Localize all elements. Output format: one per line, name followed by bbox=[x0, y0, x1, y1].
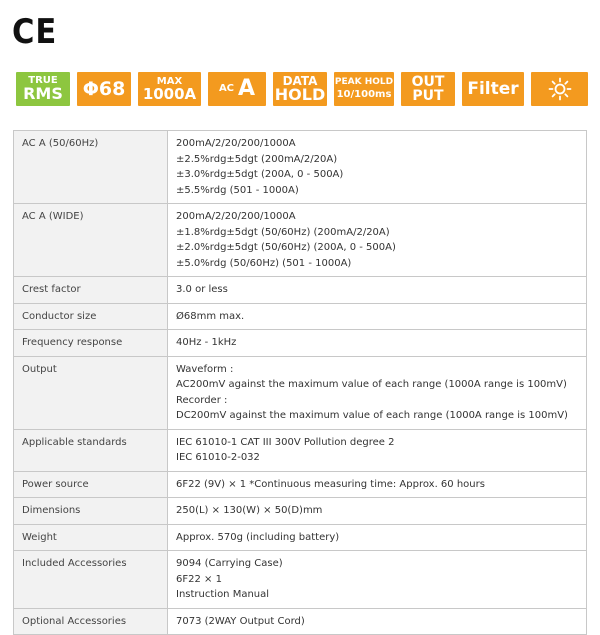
spec-value-line: ±5.5%rdg (501 - 1000A) bbox=[176, 184, 299, 196]
spec-label: Output bbox=[14, 356, 168, 429]
spec-label: AC A (WIDE) bbox=[14, 204, 168, 277]
spec-label: Conductor size bbox=[14, 303, 168, 330]
badge-bottom-text: PUT bbox=[412, 88, 444, 104]
spec-value-line: IEC 61010-2-032 bbox=[176, 452, 260, 463]
badge-bottom-text: HOLD bbox=[274, 85, 326, 104]
spec-value-line: Ø68mm max. bbox=[176, 310, 245, 322]
spec-value bbox=[168, 277, 587, 304]
spec-value bbox=[168, 303, 587, 330]
badge-bottom-text: 1000A bbox=[142, 84, 197, 103]
spec-value bbox=[168, 608, 587, 635]
max-current-badge bbox=[138, 72, 201, 106]
spec-label: Frequency response bbox=[14, 330, 168, 357]
badge-row bbox=[219, 78, 255, 100]
table-row bbox=[14, 204, 587, 277]
ac-current-badge bbox=[208, 72, 266, 106]
sun-icon bbox=[548, 77, 572, 101]
spec-value-line: Approx. 570g (including battery) bbox=[176, 531, 340, 543]
spec-value bbox=[168, 471, 587, 498]
badge-top-text: MAX bbox=[156, 75, 183, 87]
spec-value bbox=[168, 204, 587, 277]
spec-label: Dimensions bbox=[14, 498, 168, 525]
spec-label: Weight bbox=[14, 524, 168, 551]
spec-value-line: 250(L) × 130(W) × 50(D)mm bbox=[176, 505, 323, 516]
table-row bbox=[14, 471, 587, 498]
true-rms-badge bbox=[16, 72, 70, 106]
data-hold-badge bbox=[273, 72, 327, 106]
spec-label: Optional Accessories bbox=[14, 608, 168, 635]
badge-right-text: A bbox=[238, 76, 256, 101]
spec-label: Power source bbox=[14, 471, 168, 498]
output-badge bbox=[401, 72, 455, 106]
spec-value bbox=[168, 551, 587, 609]
spec-value-line: 40Hz - 1kHz bbox=[176, 337, 237, 348]
spec-value-line: 200mA/2/20/200/1000A bbox=[176, 211, 296, 222]
spec-value-line: IEC 61010-1 CAT III 300V Pollution degree 2 bbox=[176, 436, 395, 448]
badge-top-text: PEAK HOLD bbox=[334, 77, 394, 87]
spec-label: Included Accessories bbox=[14, 551, 168, 609]
spec-table bbox=[13, 130, 587, 635]
spec-value-line: 7073 (2WAY Output Cord) bbox=[176, 615, 305, 627]
spec-value bbox=[168, 429, 587, 471]
spec-value-line: Recorder : bbox=[176, 394, 228, 406]
table-row bbox=[14, 303, 587, 330]
table-row bbox=[14, 277, 587, 304]
badge-top-text: DATA bbox=[282, 74, 318, 88]
badge-text: Filter bbox=[467, 78, 519, 99]
spec-value bbox=[168, 330, 587, 357]
spec-value-line: 6F22 (9V) × 1 *Continuous measuring time: Approx. 60 hours bbox=[176, 478, 485, 490]
table-row bbox=[14, 524, 587, 551]
spec-value-line: AC200mV against the maximum value of each range (1000A range is 100mV) bbox=[176, 379, 567, 390]
spec-value-line: 3.0 or less bbox=[176, 284, 228, 295]
table-row bbox=[14, 608, 587, 635]
spec-value-line: 9094 (Carrying Case) bbox=[176, 558, 283, 569]
spec-label: AC A (50/60Hz) bbox=[14, 131, 168, 204]
spec-value-line: DC200mV against the maximum value of each range (1000A range is 100mV) bbox=[176, 410, 568, 421]
table-row bbox=[14, 498, 587, 525]
spec-value-line: Instruction Manual bbox=[176, 589, 270, 600]
spec-value bbox=[168, 498, 587, 525]
table-row bbox=[14, 330, 587, 357]
spec-value-line: ±2.5%rdg±5dgt (200mA/2/20A) bbox=[176, 153, 338, 165]
spec-value-line: ±5.0%rdg (50/60Hz) (501 - 1000A) bbox=[176, 257, 352, 269]
table-row bbox=[14, 356, 587, 429]
spec-value bbox=[168, 131, 587, 204]
spec-value bbox=[168, 524, 587, 551]
peak-hold-badge bbox=[334, 72, 394, 106]
table-row bbox=[14, 551, 587, 609]
spec-value-line: ±1.8%rdg±5dgt (50/60Hz) (200mA/2/20A) bbox=[176, 226, 390, 238]
ce-mark: CE bbox=[12, 12, 58, 52]
badge-bottom-text: 10/100ms bbox=[336, 89, 392, 100]
filter-badge bbox=[462, 72, 524, 106]
spec-label: Crest factor bbox=[14, 277, 168, 304]
spec-table-body bbox=[14, 131, 587, 635]
badge-text: Φ68 bbox=[82, 77, 126, 100]
badge-left-text: AC bbox=[218, 83, 235, 94]
badge-top-text: TRUE bbox=[28, 75, 58, 86]
jaw-diameter-badge bbox=[77, 72, 131, 106]
spec-value-line: Waveform : bbox=[176, 363, 234, 375]
backlight-badge bbox=[531, 72, 588, 106]
badge-top-text: OUT bbox=[411, 74, 445, 90]
feature-badges bbox=[16, 72, 588, 106]
table-row bbox=[14, 131, 587, 204]
badge-bottom-text: RMS bbox=[23, 84, 63, 103]
spec-value-line: ±2.0%rdg±5dgt (50/60Hz) (200A, 0 - 500A) bbox=[176, 242, 396, 253]
spec-label: Applicable standards bbox=[14, 429, 168, 471]
spec-value-line: 6F22 × 1 bbox=[176, 573, 222, 585]
spec-value bbox=[168, 356, 587, 429]
spec-value-line: ±3.0%rdg±5dgt (200A, 0 - 500A) bbox=[176, 169, 344, 180]
table-row bbox=[14, 429, 587, 471]
spec-value-line: 200mA/2/20/200/1000A bbox=[176, 138, 296, 149]
